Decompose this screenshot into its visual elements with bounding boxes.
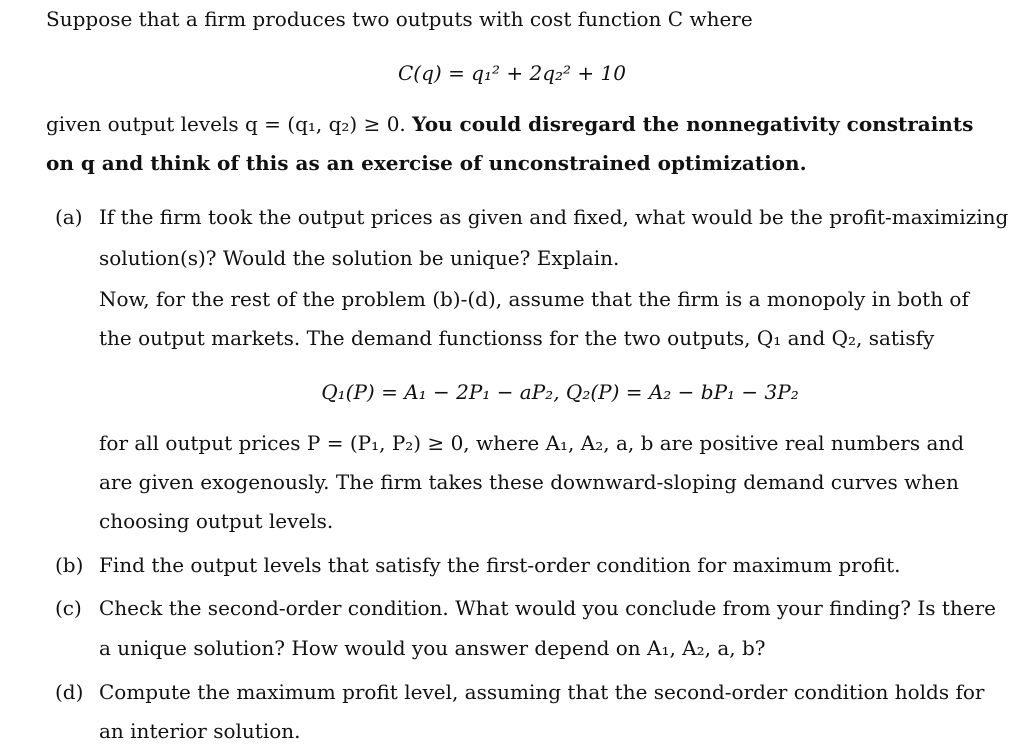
part-d-label: (d) [55, 680, 84, 704]
demand-functions-equation [48, 379, 1024, 405]
intro-line-2-regular: given output levels q = (q₁, q₂) ≥ 0. [46, 112, 413, 136]
part-b-label: (b) [55, 553, 84, 577]
cost-equation-text: C(q) = q₁² + 2q₂² + 10 [398, 61, 626, 85]
part-a-line-7: choosing output levels. [99, 509, 334, 533]
part-a-line-6: are given exogenously. The firm takes these downward-sloping demand curves when [99, 470, 959, 494]
intro-line-3: on q and think of this as an exercise of unconstrained optimization. [46, 151, 807, 175]
intro-line-2-bold: You could disregard the nonnegativity constraints [412, 112, 974, 136]
part-d-line-1: Compute the maximum profit level, assuming that the second-order condition holds for [99, 680, 985, 704]
part-a-line-1: If the firm took the output prices as given and fixed, what would be the profit-maximizing [99, 205, 1009, 229]
intro-line-1: Suppose that a firm produces two outputs with cost function C where [46, 7, 753, 31]
intro-line-2 [46, 111, 973, 137]
part-c-line-1: Check the second-order condition. What would you conclude from your finding? Is there [99, 596, 996, 620]
part-a-line-4: the output markets. The demand functionss for the two outputs, Q₁ and Q₂, satisfy [99, 326, 935, 350]
cost-function-equation [0, 60, 1024, 86]
part-a-label: (a) [55, 205, 83, 229]
part-c-line-2: a unique solution? How would you answer depend on A₁, A₂, a, b? [99, 636, 766, 660]
demand-equation-text: Q₁(P) = A₁ − 2P₁ − aP₂, Q₂(P) = A₂ − bP₁ − 3P₂ [321, 380, 799, 404]
part-d-line-2: an interior solution. [99, 719, 301, 743]
part-a-line-2: solution(s)? Would the solution be unique? Explain. [99, 246, 620, 270]
part-c-label: (c) [55, 596, 82, 620]
part-a-line-5: for all output prices P = (P₁, P₂) ≥ 0, where A₁, A₂, a, b are positive real numbers and [99, 431, 965, 455]
part-a-line-3: Now, for the rest of the problem (b)-(d), assume that the firm is a monopoly in both of [99, 287, 969, 311]
part-b-line-1: Find the output levels that satisfy the first-order condition for maximum profit. [99, 553, 901, 577]
